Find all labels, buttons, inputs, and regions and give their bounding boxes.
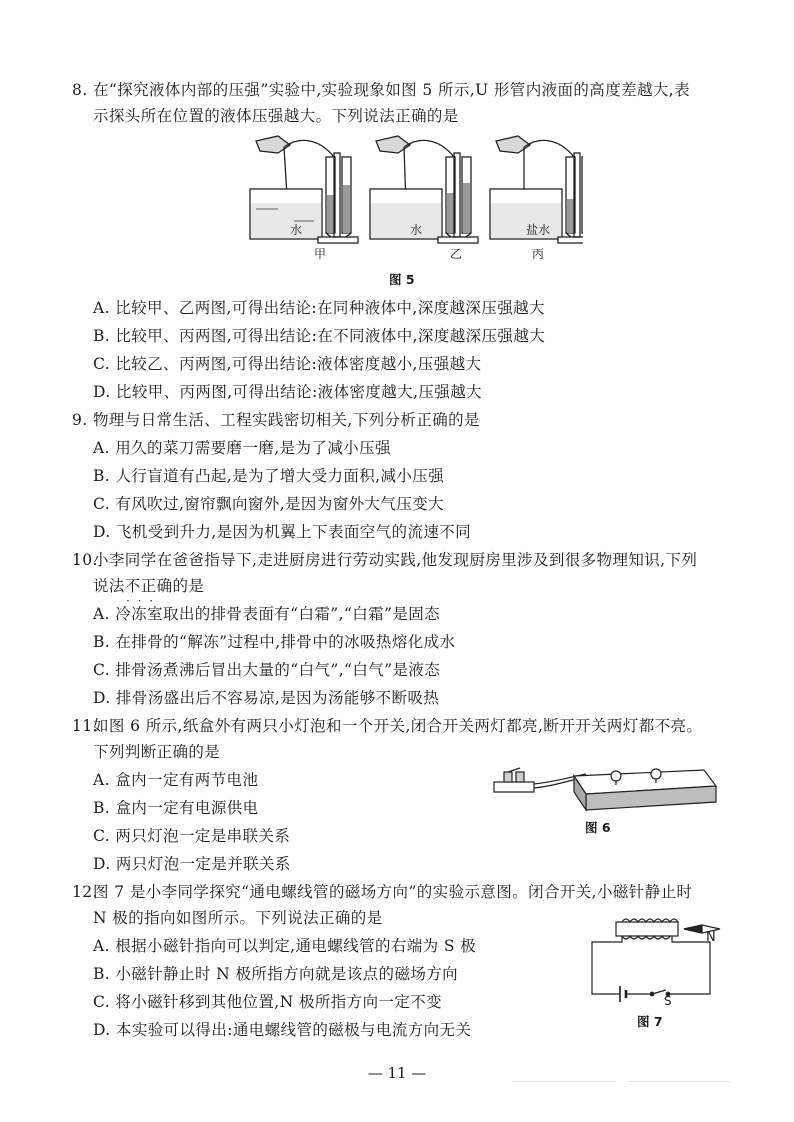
q12-option-a: A. 根据小磁针指向可以判定,通电螺线管的右端为 S 极 bbox=[93, 937, 477, 955]
page-number: — 11 — bbox=[367, 1064, 427, 1082]
q8-stem-line2: 示探头所在位置的液体压强越大。下列说法正确的是 bbox=[93, 107, 459, 125]
beaker-label-yi: 水 bbox=[410, 223, 423, 237]
apparatus-jia bbox=[250, 136, 358, 243]
q8-stem-line1 bbox=[72, 80, 690, 100]
q9-option-c: C. 有风吹过,窗帘飘向窗外,是因为窗外大气压变大 bbox=[93, 495, 445, 513]
watermark-line-left bbox=[512, 1081, 616, 1082]
q12-option-c: C. 将小磁针移到其他位置,N 极所指方向一定不变 bbox=[93, 993, 443, 1011]
q9-stem-line1 bbox=[72, 410, 480, 430]
q9-option-d: D. 飞机受到升力,是因为机翼上下表面空气的流速不同 bbox=[93, 523, 472, 541]
q8-option-b: B. 比较甲、丙两图,可得出结论:在不同液体中,深度越深压强越大 bbox=[93, 327, 546, 345]
beaker-label-jia: 水 bbox=[290, 223, 303, 237]
q12-option-b: B. 小磁针静止时 N 极所指方向就是该点的磁场方向 bbox=[93, 965, 459, 983]
q8-number: 8. bbox=[72, 81, 88, 99]
q11-stem-text1: 如图 6 所示,纸盒外有两只小灯泡和一个开关,闭合开关两灯都亮,断开开关两灯都不亮。 bbox=[93, 717, 703, 735]
panel-label-jia: 甲 bbox=[314, 247, 327, 261]
q11-option-c: C. 两只灯泡一定是串联关系 bbox=[93, 827, 291, 845]
q8-stem-text1: 在“探究液体内部的压强”实验中,实验现象如图 5 所示,U 形管内液面的高度差越大,表 bbox=[93, 81, 691, 99]
q9-option-b: B. 人行盲道有凸起,是为了增大受力面积,减小压强 bbox=[93, 467, 445, 485]
q10-option-d: D. 排骨汤盛出后不容易凉,是因为汤能够不断吸热 bbox=[93, 689, 440, 707]
q11-option-a: A. 盒内一定有两节电池 bbox=[93, 771, 259, 789]
q10-stem-line2: 说法不正确的是 · · · bbox=[93, 576, 794, 596]
q10-number: 10. bbox=[72, 551, 98, 569]
apparatus-yi bbox=[370, 136, 478, 243]
q11-option-b: B. 盒内一定有电源供电 bbox=[93, 799, 259, 817]
beaker-label-bing: 盐水 bbox=[526, 223, 551, 237]
q9-option-a: A. 用久的菜刀需要磨一磨,是为了减小压强 bbox=[93, 439, 391, 457]
figure-6-caption: 图 6 bbox=[585, 820, 611, 835]
q12-stem-text1: 图 7 是小李同学探究“通电螺线管的磁场方向”的实验示意图。闭合开关,小磁针静止时 bbox=[93, 883, 693, 901]
q8-option-a: A. 比较甲、乙两图,可得出结论:在同种液体中,深度越深压强越大 bbox=[93, 299, 545, 317]
q12-stem-line2: N 极的指向如图所示。下列说法正确的是 bbox=[93, 909, 383, 927]
q10-stem-line1 bbox=[72, 550, 697, 570]
switch-s-label: S bbox=[664, 994, 672, 1008]
q10-option-b: B. 在排骨的“解冻”过程中,排骨中的冰吸热熔化成水 bbox=[93, 633, 456, 651]
q10-stem-text1: 小李同学在爸爸指导下,走进厨房进行劳动实践,他发现厨房里涉及到很多物理知识,下列 bbox=[93, 551, 698, 569]
q8-option-d: D. 比较甲、丙两图,可得出结论:液体密度越大,压强越大 bbox=[93, 383, 483, 401]
q10-option-c: C. 排骨汤煮沸后冒出大量的“白气”,“白气”是液态 bbox=[93, 661, 441, 679]
needle-n-label: N bbox=[706, 930, 716, 945]
panel-label-bing: 丙 bbox=[532, 247, 545, 261]
q11-option-d: D. 两只灯泡一定是并联关系 bbox=[93, 855, 291, 873]
q9-stem-text1: 物理与日常生活、工程实践密切相关,下列分析正确的是 bbox=[93, 411, 480, 429]
q10-option-a: A. 冷冻室取出的排骨表面有“白霜”,“白霜”是固态 bbox=[93, 605, 441, 623]
q12-number: 12. bbox=[72, 883, 98, 901]
figure-7 bbox=[582, 914, 732, 1006]
q9-number: 9. bbox=[72, 411, 88, 429]
q11-stem-line1 bbox=[72, 716, 702, 736]
q8-option-c: C. 比较乙、丙两图,可得出结论:液体密度越小,压强越大 bbox=[93, 355, 482, 373]
watermark-line-right bbox=[627, 1081, 731, 1082]
figure-6 bbox=[490, 758, 720, 820]
figure-5 bbox=[238, 133, 583, 263]
q11-stem-line2: 下列判断正确的是 bbox=[93, 743, 221, 761]
q12-stem-line1 bbox=[72, 882, 692, 902]
q11-number: 11. bbox=[72, 717, 98, 735]
figure-5-caption: 图 5 bbox=[389, 272, 415, 287]
panel-label-yi: 乙 bbox=[450, 247, 463, 261]
figure-7-caption: 图 7 bbox=[637, 1014, 663, 1029]
q12-option-d: D. 本实验可以得出:通电螺线管的磁极与电流方向无关 bbox=[93, 1021, 472, 1039]
